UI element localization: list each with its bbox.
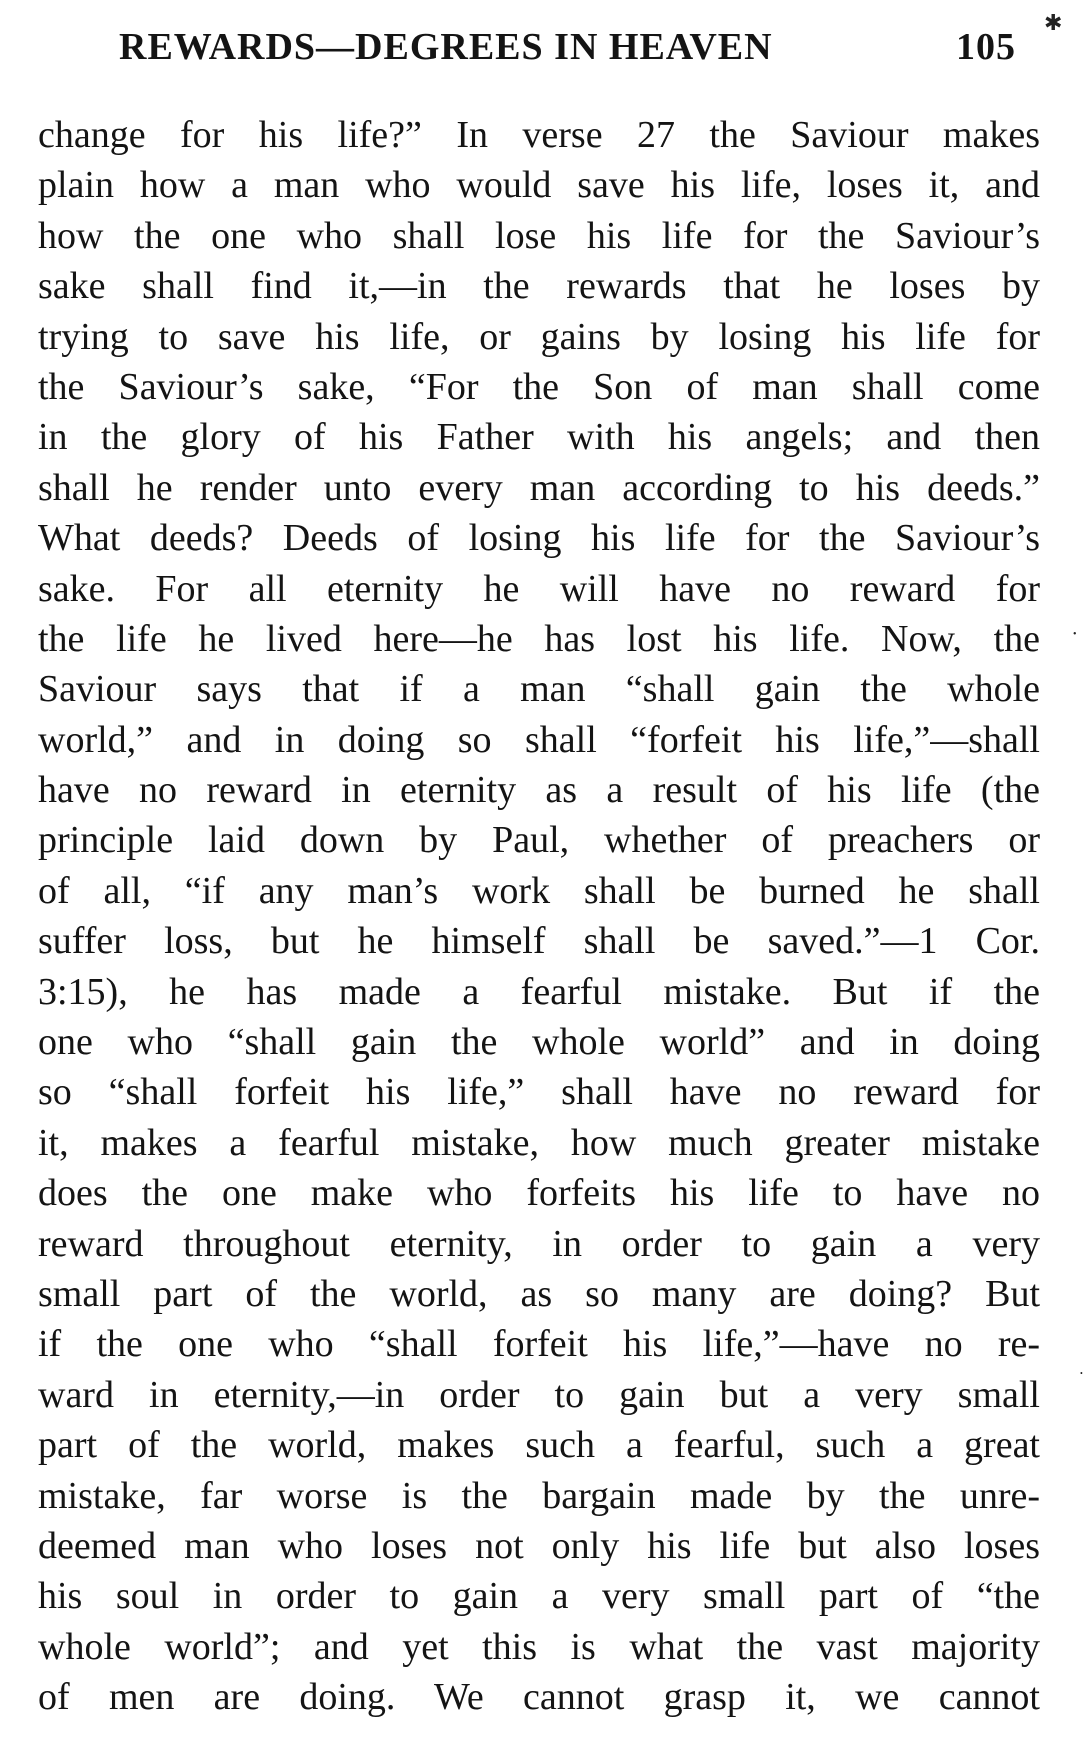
text-line: plain how a man who would save his life, loses it, and: [38, 164, 1040, 207]
text-line: 3:15), he has made a fearful mistake. But if the: [38, 970, 1040, 1013]
text-line: reward throughout eternity, in order to gain a very: [38, 1222, 1040, 1265]
text-line: shall he render unto every man according to his deeds.”: [38, 466, 1040, 509]
ink-speck-mark: •: [1080, 1369, 1083, 1378]
text-line: how the one who shall lose his life for the Saviour’s: [38, 214, 1040, 257]
text-line: Saviour says that if a man “shall gain the whole: [38, 668, 1040, 711]
ink-speck-mark: ✱: [1044, 10, 1063, 35]
text-line: deemed man who loses not only his life but also loses: [38, 1524, 1040, 1567]
text-line: whole world”; and yet this is what the vast majority: [38, 1625, 1040, 1668]
text-line: the life he lived here—he has lost his life. Now, the: [38, 617, 1040, 660]
text-line: the Saviour’s sake, “For the Son of man shall come: [38, 365, 1040, 408]
text-line: of all, “if any man’s work shall be burned he shall: [38, 869, 1040, 912]
text-line: does the one make who forfeits his life to have no: [38, 1172, 1040, 1215]
chapter-title: REWARDS—DEGREES IN HEAVEN: [119, 26, 773, 68]
text-line: ward in eternity,—in order to gain but a very small: [38, 1373, 1040, 1416]
page-number: 105: [956, 26, 1016, 68]
text-line: if the one who “shall forfeit his life,”—have no re-: [38, 1323, 1040, 1366]
running-head: [36, 22, 1036, 72]
text-line: principle laid down by Paul, whether of preachers or: [38, 819, 1040, 862]
text-line: have no reward in eternity as a result of his life (the: [38, 769, 1040, 812]
text-line: mistake, far worse is the bargain made by the unre-: [38, 1474, 1040, 1517]
text-line: his soul in order to gain a very small part of “the: [38, 1575, 1040, 1618]
text-line: part of the world, makes such a fearful, such a great: [38, 1424, 1040, 1467]
text-line: world,” and in doing so shall “forfeit his life,”—shall: [38, 718, 1040, 761]
text-line: in the glory of his Father with his angels; and then: [38, 416, 1040, 459]
text-line: small part of the world, as so many are doing? But: [38, 1272, 1040, 1315]
text-line: sake shall find it,—in the rewards that he loses by: [38, 265, 1040, 308]
text-line: suffer loss, but he himself shall be saved.”—1 Cor.: [38, 920, 1040, 963]
text-line: sake. For all eternity he will have no reward for: [38, 567, 1040, 610]
text-line: change for his life?” In verse 27 the Saviour makes: [38, 114, 1040, 156]
text-line: of men are doing. We cannot grasp it, we cannot: [38, 1676, 1040, 1719]
ink-speck-mark: •: [1073, 629, 1077, 640]
text-line: What deeds? Deeds of losing his life for the Saviour’s: [38, 517, 1040, 560]
text-line: so “shall forfeit his life,” shall have no reward for: [38, 1071, 1040, 1114]
text-line: trying to save his life, or gains by losing his life for: [38, 315, 1040, 358]
text-line: one who “shall gain the whole world” and in doing: [38, 1021, 1040, 1064]
body-text: [38, 110, 1040, 1723]
text-line: it, makes a fearful mistake, how much greater mistake: [38, 1121, 1040, 1164]
